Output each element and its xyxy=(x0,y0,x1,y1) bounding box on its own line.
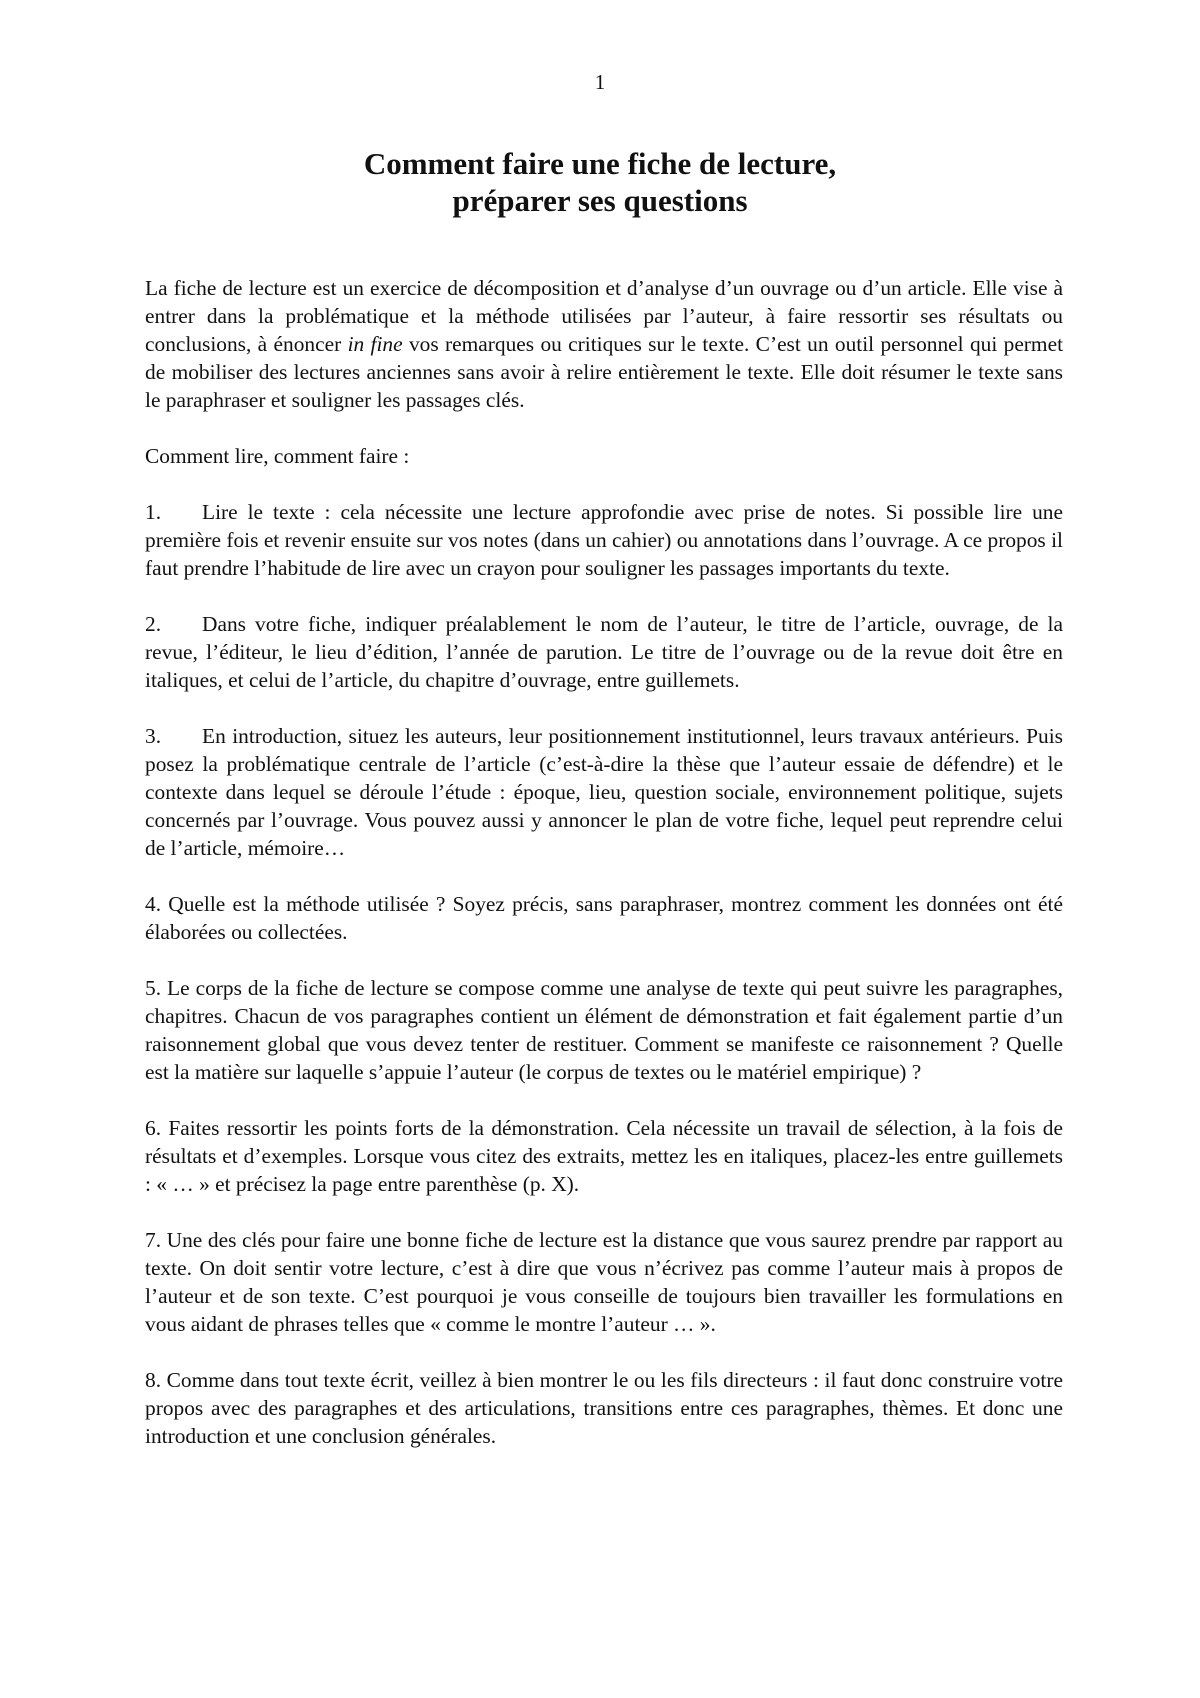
list-item-1 xyxy=(145,498,1063,582)
document-body xyxy=(145,274,1063,1478)
list-item-8 xyxy=(145,1366,1063,1450)
item-number: 1. xyxy=(145,500,162,524)
item-text: Comme dans tout texte écrit, veillez à bien montrer le ou les fils directeurs : il faut donc construire votre propos avec des paragraphes et des articulations, transitions entre ces paragraphes, thèmes. Et donc une introduction et une conclusion générales. xyxy=(145,1368,1063,1448)
item-number: 6. xyxy=(145,1116,162,1140)
item-text: En introduction, situez les auteurs, leur positionnement institutionnel, leurs travaux antérieurs. Puis posez la problématique centrale de l’article (c’est-à-dire la thèse que l’auteur essaie de défendre) et le contexte dans lequel se déroule l’étude : époque, lieu, question sociale, environnement politique, sujets concernés par l’ouvrage. Vous pouvez aussi y annoncer le plan de votre fiche, lequel peut reprendre celui de l’article, mémoire… xyxy=(145,724,1063,860)
title-line-2: préparer ses questions xyxy=(452,183,748,218)
page-title xyxy=(0,145,1200,219)
title-line-1: Comment faire une fiche de lecture, xyxy=(363,146,837,181)
list-item-5 xyxy=(145,974,1063,1086)
list-item-6 xyxy=(145,1114,1063,1198)
intro-italic-text: in fine xyxy=(347,332,403,356)
item-number: 8. xyxy=(145,1368,162,1392)
item-text: Lire le texte : cela nécessite une lecture approfondie avec prise de notes. Si possible lire une première fois et revenir ensuite sur vos notes (dans un cahier) ou annotations dans l’ouvrage. A ce propos il faut prendre l’habitude de lire avec un crayon pour souligner les passages importants du texte. xyxy=(145,500,1063,580)
intro-paragraph xyxy=(145,274,1063,414)
item-number: 2. xyxy=(145,612,162,636)
list-item-7 xyxy=(145,1226,1063,1338)
item-text: Quelle est la méthode utilisée ? Soyez précis, sans paraphraser, montrez comment les données ont été élaborées ou collectées. xyxy=(145,892,1063,944)
item-text: Dans votre fiche, indiquer préalablement le nom de l’auteur, le titre de l’article, ouvrage, de la revue, l’éditeur, le lieu d’édition, l’année de parution. Le titre de l’ouvrage ou de la revue doit être en italiques, et celui de l’article, du chapitre d’ouvrage, entre guillemets. xyxy=(145,612,1063,692)
item-number: 7. xyxy=(145,1228,162,1252)
intro-text-part-2: vos remarques ou critiques sur le texte. C’est un outil personnel qui permet de mobiliser des lectures anciennes sans avoir à relire entièrement le texte. Elle doit résumer le texte sans le paraphraser et souligner les passages clés. xyxy=(145,332,1064,412)
list-item-3 xyxy=(145,722,1063,862)
page-number: 1 xyxy=(594,70,606,94)
item-text: Le corps de la fiche de lecture se compose comme une analyse de texte qui peut suivre les paragraphes, chapitres. Chacun de vos paragraphes contient un élément de démonstration et fait également partie d’un raisonnement global que vous devez tenter de restituer. Comment se manifeste ce raisonnement ? Quelle est la matière sur laquelle s’appuie l’auteur (le corpus de textes ou le matériel empirique) ? xyxy=(145,976,1063,1084)
intro-text-part-1: La fiche de lecture est un exercice de décomposition et d’analyse d’un ouvrage ou d’un article. Elle vise à entrer dans la problématique et la méthode utilisées par l’auteur, à faire ressortir ses résultats ou conclusions, à énoncer xyxy=(145,276,1063,356)
item-number: 4. xyxy=(145,892,162,916)
item-number: 3. xyxy=(145,724,162,748)
item-text: Faites ressortir les points forts de la démonstration. Cela nécessite un travail de sélection, à la fois de résultats et d’exemples. Lorsque vous citez des extraits, mettez les en italiques, placez-les entre guillemets : « … » et précisez la page entre parenthèse (p. X). xyxy=(145,1116,1063,1196)
how-to-heading: Comment lire, comment faire : xyxy=(145,444,410,468)
list-item-4 xyxy=(145,890,1063,946)
item-text: Une des clés pour faire une bonne fiche de lecture est la distance que vous saurez prendre par rapport au texte. On doit sentir votre lecture, c’est à dire que vous n’écrivez pas comme l’auteur mais à propos de l’auteur et de son texte. C’est pourquoi je vous conseille de toujours bien travailler les formulations en vous aidant de phrases telles que « comme le montre l’auteur … ». xyxy=(145,1228,1063,1336)
list-item-2 xyxy=(145,610,1063,694)
item-number: 5. xyxy=(145,976,162,1000)
